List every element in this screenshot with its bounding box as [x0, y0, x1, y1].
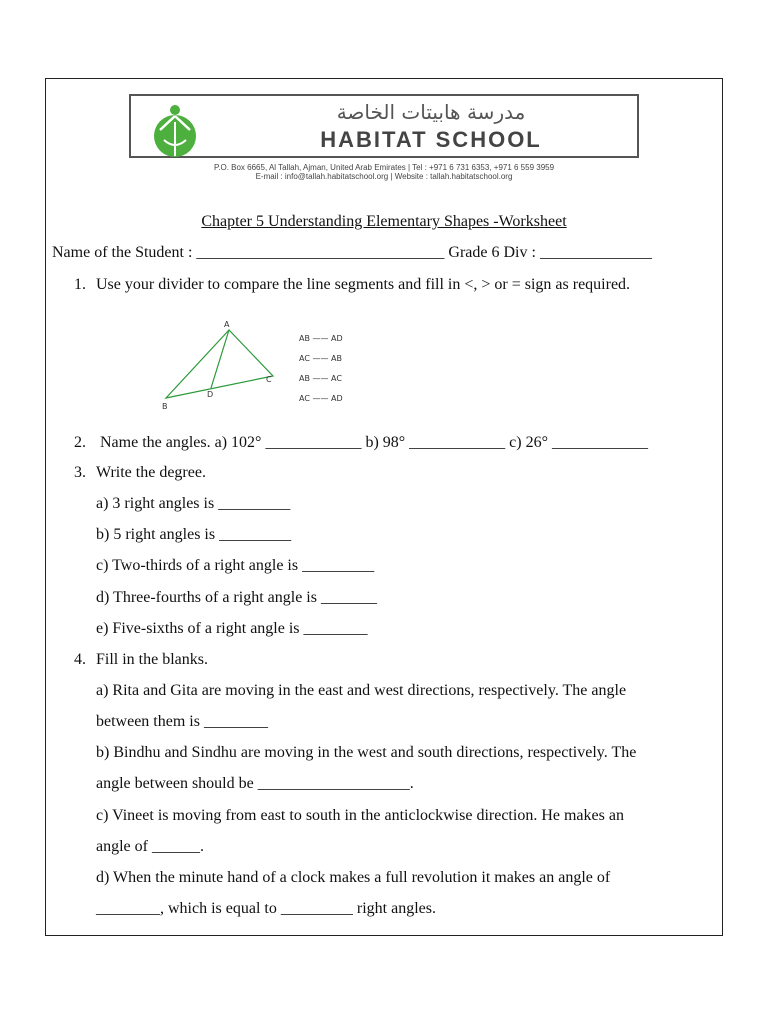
vertex-label-b: B	[162, 402, 168, 411]
address-line: P.O. Box 6665, Al Tallah, Ajman, United Arab Emirates | Tel : +971 6 731 6353, +971 6 559 3959	[213, 163, 555, 172]
question-3	[74, 464, 206, 482]
question-4-line: angle between should be ___________________.	[96, 775, 414, 792]
question-4-line: between them is ________	[96, 713, 268, 730]
point-label-d: D	[207, 390, 214, 399]
triangle-figure	[158, 316, 278, 412]
question-number: 3.	[74, 464, 86, 481]
question-text: Name the angles. a) 102° ____________ b) 98° ____________ c) 26° ____________	[96, 434, 649, 451]
question-4-line: a) Rita and Gita are moving in the east and west directions, respectively. The angle	[96, 682, 627, 699]
question-4-line: b) Bindhu and Sindhu are moving in the west and south directions, respectively. The	[96, 744, 637, 761]
comparison-item: AC —— AB	[299, 354, 342, 363]
question-3-item-b: b) 5 right angles is _________	[96, 526, 292, 543]
question-4-line: angle of ______.	[96, 838, 204, 855]
question-text: Use your divider to compare the line segments and fill in <, > or = sign as required.	[96, 276, 631, 293]
question-3-item-d: d) Three-fourths of a right angle is _______	[96, 589, 377, 606]
question-text: Write the degree.	[96, 464, 206, 481]
question-1	[74, 276, 630, 294]
student-name-line: Name of the Student : _______________________________ Grade 6 Div : ______________	[52, 244, 652, 261]
question-number: 4.	[74, 651, 86, 668]
question-3-item-e: e) Five-sixths of a right angle is ________	[96, 620, 368, 637]
vertex-label-c: C	[266, 375, 272, 384]
school-logo	[150, 104, 200, 158]
question-4	[74, 651, 208, 669]
comparison-item: AB —— AC	[299, 374, 342, 383]
comparison-item: AB —— AD	[299, 334, 343, 343]
question-3-item-a: a) 3 right angles is _________	[96, 495, 291, 512]
question-number: 1.	[74, 276, 86, 293]
comparison-item: AC —— AD	[299, 394, 343, 403]
question-text: Fill in the blanks.	[96, 651, 208, 668]
question-number: 2.	[74, 434, 86, 451]
contact-info	[100, 163, 668, 181]
question-3-item-c: c) Two-thirds of a right angle is _________	[96, 557, 375, 574]
question-2	[74, 434, 648, 452]
question-4-line: c) Vineet is moving from east to south in the anticlockwise direction. He makes an	[96, 807, 624, 824]
question-4-line: ________, which is equal to _________ right angles.	[96, 900, 436, 917]
school-name: HABITAT SCHOOL	[320, 127, 542, 152]
school-name-arabic: مدرسة هابيتات الخاصة	[336, 100, 526, 124]
contact-line: E-mail : info@tallah.habitatschool.org | Website : tallah.habitatschool.org	[255, 172, 513, 181]
question-4-line: d) When the minute hand of a clock makes a full revolution it makes an angle of	[96, 869, 611, 886]
worksheet-title: Chapter 5 Understanding Elementary Shapes -Worksheet	[201, 213, 567, 230]
vertex-label-a: A	[224, 320, 230, 329]
